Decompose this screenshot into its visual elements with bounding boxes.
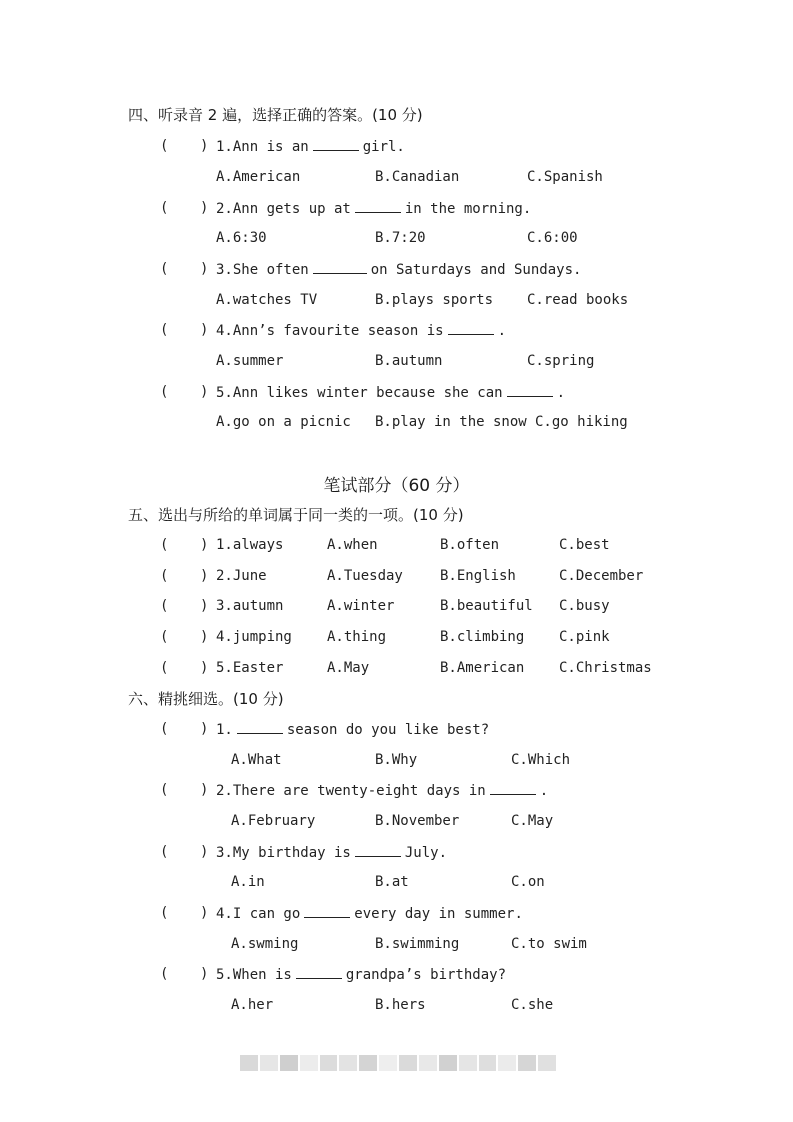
- section-4-heading: 四、听录音 2 遍，选择正确的答案。(10 分): [128, 106, 423, 124]
- answer-paren-open: (: [160, 844, 169, 860]
- option-a: A.her: [231, 997, 274, 1013]
- question-text: 2.Ann gets up at in the morning.: [216, 198, 531, 219]
- option-b: B.November: [375, 813, 460, 829]
- s4-question-2: [0, 198, 793, 218]
- section-6-heading: 六、精挑细选。(10 分): [128, 690, 284, 708]
- option-a: A.watches TV: [216, 292, 318, 308]
- answer-paren-open: (: [160, 966, 169, 982]
- watermark-block: [439, 1055, 457, 1071]
- option-c: C.best: [559, 537, 610, 553]
- s5-question-4: [0, 627, 793, 647]
- watermark-block: [399, 1055, 417, 1071]
- option-a: A.Tuesday: [327, 568, 403, 584]
- option-c: C.Which: [511, 752, 571, 768]
- watermark-block: [280, 1055, 298, 1071]
- s4-options-1: [0, 167, 793, 187]
- answer-paren-close: ): [200, 660, 209, 676]
- given-word: 5.Easter: [216, 660, 284, 676]
- option-b: B.autumn: [375, 353, 443, 369]
- answer-paren-open: (: [160, 782, 169, 798]
- option-a: A.thing: [327, 629, 387, 645]
- option-c: C.she: [511, 997, 554, 1013]
- given-word: 2.June: [216, 568, 267, 584]
- question-text: 1. season do you like best?: [216, 719, 489, 740]
- option-a: A.What: [231, 752, 282, 768]
- option-c: C.6:00: [527, 230, 578, 246]
- watermark-block: [260, 1055, 278, 1071]
- option-b: B.at: [375, 874, 409, 890]
- answer-paren-open: (: [160, 138, 169, 154]
- s6-options-4: [0, 934, 793, 954]
- answer-paren-close: ): [200, 384, 209, 400]
- option-c: C.Christmas: [559, 660, 652, 676]
- option-a: A.6:30: [216, 230, 267, 246]
- option-c: C.to swim: [511, 936, 587, 952]
- answer-paren-close: ): [200, 322, 209, 338]
- answer-paren-close: ): [200, 629, 209, 645]
- s6-options-2: [0, 811, 793, 831]
- option-c: C.go hiking: [535, 414, 628, 430]
- answer-paren-close: ): [200, 568, 209, 584]
- answer-blank: [355, 198, 401, 213]
- watermark-block: [479, 1055, 497, 1071]
- watermark-block: [498, 1055, 516, 1071]
- answer-paren-close: ): [200, 598, 209, 614]
- option-a: A.swming: [231, 936, 299, 952]
- question-text: 3.She often on Saturdays and Sundays.: [216, 259, 581, 280]
- option-b: B.hers: [375, 997, 426, 1013]
- answer-blank: [507, 382, 553, 397]
- answer-paren-open: (: [160, 598, 169, 614]
- answer-paren-close: ): [200, 138, 209, 154]
- answer-paren-close: ): [200, 261, 209, 277]
- option-a: A.winter: [327, 598, 395, 614]
- s5-question-1: [0, 535, 793, 555]
- option-a: A.summer: [216, 353, 284, 369]
- option-c: C.December: [559, 568, 644, 584]
- s4-options-3: [0, 290, 793, 310]
- question-text: 1.Ann is an girl.: [216, 136, 405, 157]
- option-c: C.May: [511, 813, 554, 829]
- s4-question-1: [0, 136, 793, 156]
- option-b: B.American: [440, 660, 525, 676]
- option-a: A.American: [216, 169, 301, 185]
- answer-paren-open: (: [160, 261, 169, 277]
- s5-question-2: [0, 566, 793, 586]
- s6-question-1: [0, 719, 793, 739]
- s4-options-2: [0, 228, 793, 248]
- answer-paren-close: ): [200, 782, 209, 798]
- option-a: A.in: [231, 874, 265, 890]
- option-b: B.plays sports: [375, 292, 494, 308]
- question-text: 4.Ann’s favourite season is .: [216, 320, 506, 341]
- option-a: A.February: [231, 813, 316, 829]
- watermark-block: [518, 1055, 536, 1071]
- s6-question-4: [0, 903, 793, 923]
- answer-blank: [296, 964, 342, 979]
- question-text: 5.When is grandpa’s birthday?: [216, 964, 506, 985]
- option-b: B.swimming: [375, 936, 460, 952]
- watermark-block: [339, 1055, 357, 1071]
- answer-paren-open: (: [160, 537, 169, 553]
- option-b: B.Why: [375, 752, 418, 768]
- option-b: B.English: [440, 568, 516, 584]
- option-b: B.often: [440, 537, 500, 553]
- blurred-footer-watermark: [240, 1055, 556, 1071]
- option-c: C.on: [511, 874, 545, 890]
- s6-options-1: [0, 750, 793, 770]
- question-text: 4.I can go every day in summer.: [216, 903, 523, 924]
- option-c: C.Spanish: [527, 169, 603, 185]
- answer-paren-open: (: [160, 721, 169, 737]
- watermark-block: [240, 1055, 258, 1071]
- watermark-block: [538, 1055, 556, 1071]
- question-text: 2.There are twenty-eight days in .: [216, 780, 548, 801]
- option-a: A.May: [327, 660, 370, 676]
- answer-paren-close: ): [200, 905, 209, 921]
- s4-options-5: [0, 412, 793, 432]
- watermark-block: [379, 1055, 397, 1071]
- watermark-block: [459, 1055, 477, 1071]
- watermark-block: [300, 1055, 318, 1071]
- answer-paren-close: ): [200, 966, 209, 982]
- answer-paren-close: ): [200, 200, 209, 216]
- option-b: B.play in the snow: [375, 414, 527, 430]
- s6-question-2: [0, 780, 793, 800]
- answer-paren-open: (: [160, 660, 169, 676]
- option-c: C.spring: [527, 353, 595, 369]
- s6-question-3: [0, 842, 793, 862]
- s6-question-5: [0, 964, 793, 984]
- answer-blank: [237, 719, 283, 734]
- option-b: B.Canadian: [375, 169, 460, 185]
- question-text: 5.Ann likes winter because she can .: [216, 382, 565, 403]
- answer-blank: [490, 780, 536, 795]
- written-part-title: 笔试部分（60 分）: [323, 476, 470, 496]
- option-c: C.read books: [527, 292, 629, 308]
- watermark-block: [359, 1055, 377, 1071]
- given-word: 4.jumping: [216, 629, 292, 645]
- answer-paren-open: (: [160, 905, 169, 921]
- option-b: B.beautiful: [440, 598, 533, 614]
- answer-paren-close: ): [200, 721, 209, 737]
- option-b: B.climbing: [440, 629, 525, 645]
- answer-paren-close: ): [200, 537, 209, 553]
- s6-options-3: [0, 872, 793, 892]
- question-text: 3.My birthday is July.: [216, 842, 447, 863]
- answer-paren-open: (: [160, 568, 169, 584]
- s6-options-5: [0, 995, 793, 1015]
- option-a: A.go on a picnic: [216, 414, 351, 430]
- given-word: 3.autumn: [216, 598, 284, 614]
- answer-paren-open: (: [160, 322, 169, 338]
- option-c: C.busy: [559, 598, 610, 614]
- answer-paren-open: (: [160, 384, 169, 400]
- answer-blank: [304, 903, 350, 918]
- answer-blank: [355, 842, 401, 857]
- answer-blank: [313, 136, 359, 151]
- given-word: 1.always: [216, 537, 284, 553]
- answer-blank: [448, 320, 494, 335]
- s5-question-5: [0, 658, 793, 678]
- s4-question-5: [0, 382, 793, 402]
- option-c: C.pink: [559, 629, 610, 645]
- option-b: B.7:20: [375, 230, 426, 246]
- answer-paren-open: (: [160, 629, 169, 645]
- s4-question-3: [0, 259, 793, 279]
- watermark-block: [320, 1055, 338, 1071]
- s5-question-3: [0, 596, 793, 616]
- answer-paren-open: (: [160, 200, 169, 216]
- s4-options-4: [0, 351, 793, 371]
- section-5-heading: 五、选出与所给的单词属于同一类的一项。(10 分): [128, 506, 464, 524]
- s4-question-4: [0, 320, 793, 340]
- answer-paren-close: ): [200, 844, 209, 860]
- answer-blank: [313, 259, 367, 274]
- watermark-block: [419, 1055, 437, 1071]
- option-a: A.when: [327, 537, 378, 553]
